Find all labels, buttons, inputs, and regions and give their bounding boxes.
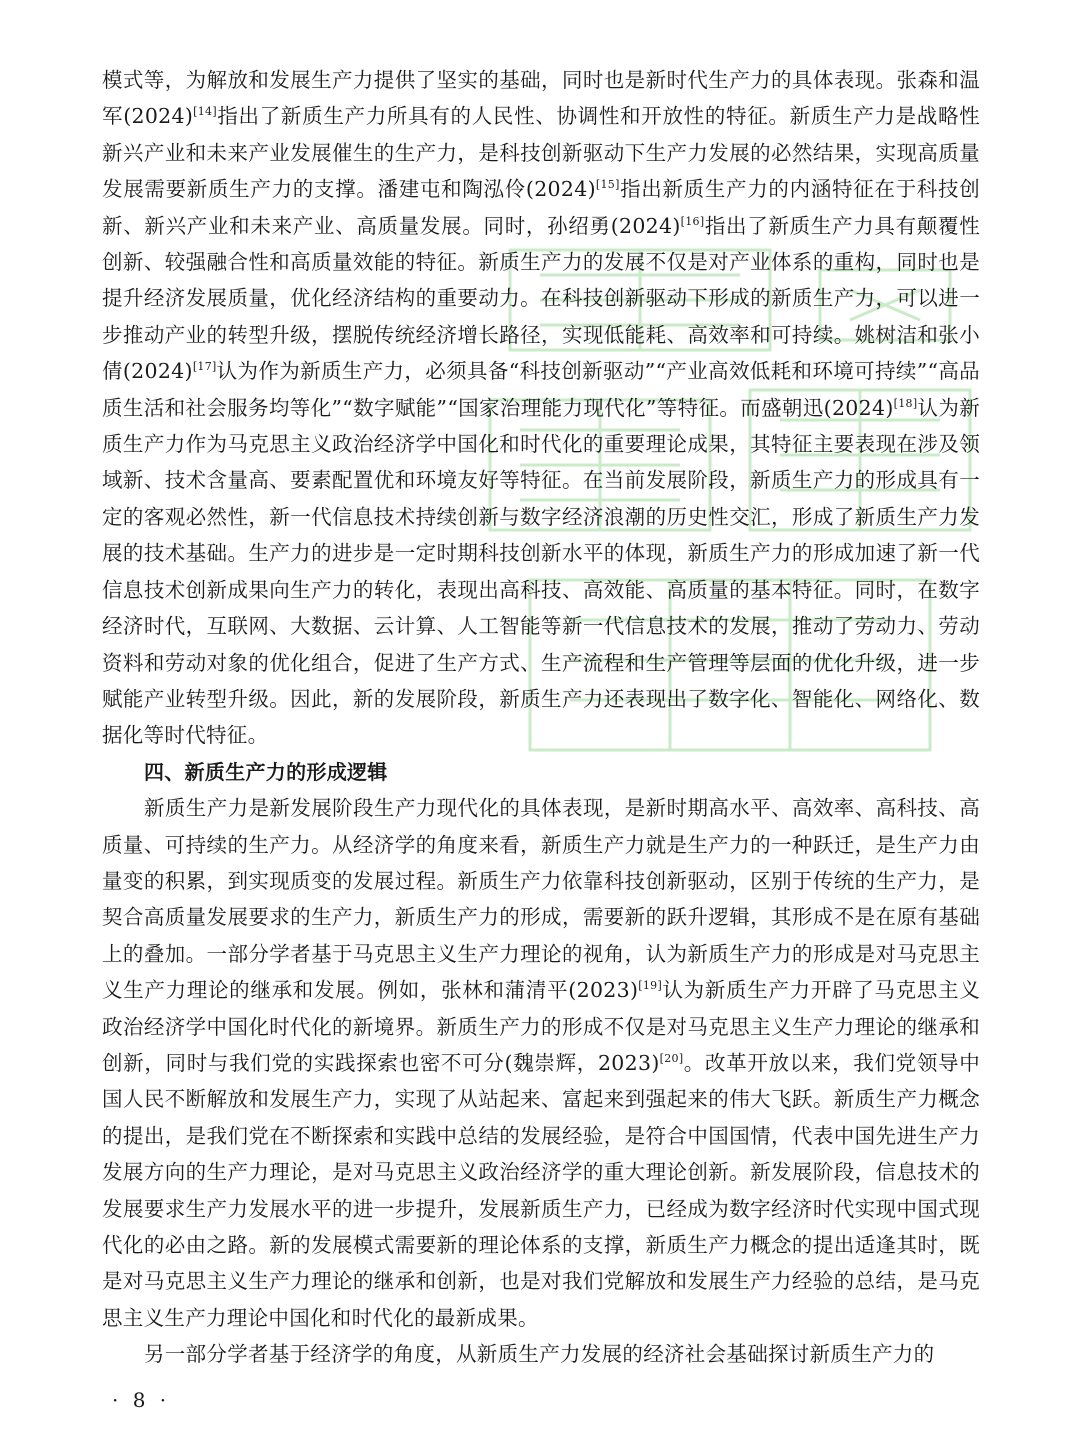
text-span: 指出了新质生产力具有颠覆性创新、较强融合性和高质量效能的特征。新质生产力的发展不仅是对产业体系的重构，同时也是提升经济发展质量，优化经济结构的重要动力。在科技创新驱动下形成的新质生产力，可以进一步推动产业的转型升级，摆脱传统经济增长路径，实现低能耗、高效率和可持续。姚树洁和张小倩(2024) (102, 213, 980, 384)
paragraph-1 (102, 62, 980, 754)
text-span: 新质生产力是新发展阶段生产力现代化的具体表现，是新时期高水平、高效率、高科技、高质量、可持续的生产力。从经济学的角度来看，新质生产力就是生产力的一种跃迁，是生产力由量变的积累，到实现质变的发展过程。新质生产力依靠科技创新驱动，区别于传统的生产力，是契合高质量发展要求的生产力，新质生产力的形成，需要新的跃升逻辑，其形成不是在原有基础上的叠加。一部分学者基于马克思主义生产力理论的视角，认为新质生产力的形成是对马克思主义生产力理论的继承和发展。例如，张林和蒲清平(2023) (102, 796, 980, 1003)
citation-ref-15: [15] (595, 178, 620, 192)
text-span: 模式等，为解放和发展生产力提供了坚实的基础，同时也是新时代生产力的具体表现。张森和温军(2024) (102, 68, 980, 129)
text-span: 认为新质生产力开辟了马克思主义政治经济学中国化时代化的新境界。新质生产力的形成不仅是对马克思主义生产力理论的继承和创新，同时与我们党的实践探索也密不可分(魏崇辉，2023) (102, 978, 980, 1075)
text-span: 认为作为新质生产力，必须具备“科技创新驱动”“产业高效低耗和环境可持续”“高品质生活和社会服务均等化”“数字赋能”“国家治理能力现代化”等特征。而盛朝迅(2024) (102, 359, 980, 420)
text-span: 指出新质生产力的内涵特征在于科技创新、新兴产业和未来产业、高质量发展。同时，孙绍勇(2024) (102, 177, 980, 238)
citation-ref-14: [14] (193, 105, 217, 119)
paragraph-2 (102, 790, 980, 1336)
citation-ref-19: [19] (638, 979, 663, 993)
text-span: 另一部分学者基于经济学的角度，从新质生产力发展的经济社会基础探讨新质生产力的 (144, 1342, 935, 1367)
page-number: · 8 · (112, 1388, 171, 1412)
article-body (102, 62, 980, 1373)
paragraph-3 (102, 1336, 980, 1372)
text-span: 。改革开放以来，我们党领导中国人民不断解放和发展生产力，实现了从站起来、富起来到强起来的伟大飞跃。新质生产力概念的提出，是我们党在不断探索和实践中总结的发展经验，是符合中国国情，代表中国先进生产力发展方向的生产力理论，是对马克思主义政治经济学的重大理论创新。新发展阶段，信息技术的发展要求生产力发展水平的进一步提升，发展新质生产力，已经成为数字经济时代实现中国式现代化的必由之路。新的发展模式需要新的理论体系的支撑，新质生产力概念的提出适逢其时，既是对马克思主义生产力理论的继承和创新，也是对我们党解放和发展生产力经验的总结，是马克思主义生产力理论中国化和时代化的最新成果。 (102, 1050, 980, 1330)
section-heading: 四、新质生产力的形成逻辑 (144, 759, 388, 784)
text-span: 认为新质生产力作为马克思主义政治经济学中国化和时代化的重要理论成果，其特征主要表现在涉及领域新、技术含量高、要素配置优和环境友好等特征。在当前发展阶段，新质生产力的形成具有一定的客观必然性，新一代信息技术持续创新与数字经济浪潮的历史性交汇，形成了新质生产力发展的技术基础。生产力的进步是一定时期科技创新水平的体现，新质生产力的形成加速了新一代信息技术创新成果向生产力的转化，表现出高科技、高效能、高质量的基本特征。同时，在数字经济时代，互联网、大数据、云计算、人工智能等新一代信息技术的发展，推动了劳动力、劳动资料和劳动对象的优化组合，促进了生产方式、生产流程和生产管理等层面的优化升级，进一步赋能产业转型升级。因此，新的发展阶段，新质生产力还表现出了数字化、智能化、网络化、数据化等时代特征。 (102, 395, 980, 748)
citation-ref-16: [16] (680, 214, 705, 228)
text-span: 指出了新质生产力所具有的人民性、协调性和开放性的特征。新质生产力是战略性新兴产业和未来产业发展催生的生产力，是科技创新驱动下生产力发展的必然结果，实现高质量发展需要新质生产力的支撑。潘建屯和陶泓伶(2024) (102, 104, 980, 202)
citation-ref-20: [20] (659, 1052, 684, 1066)
citation-ref-17: [17] (192, 360, 217, 374)
citation-ref-18: [18] (893, 396, 918, 410)
